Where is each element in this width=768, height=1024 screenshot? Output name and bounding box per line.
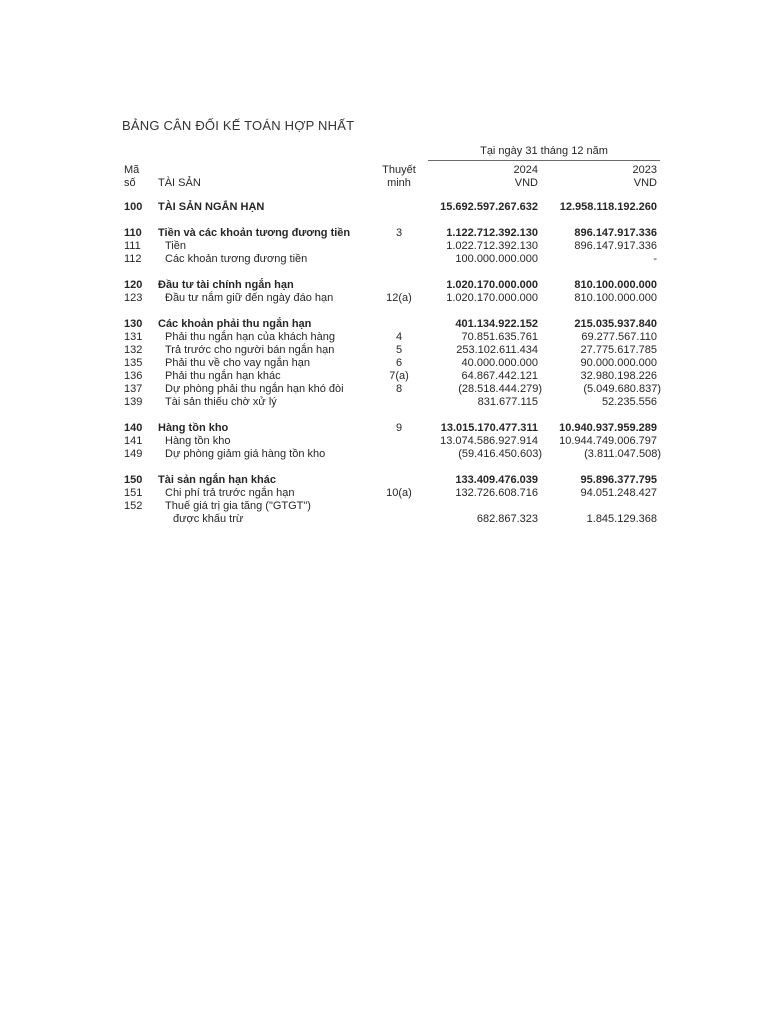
- row-code: 135: [124, 356, 143, 369]
- header-note-line2: minh: [387, 176, 411, 189]
- balance-row: [0, 357, 768, 370]
- row-code: 150: [124, 473, 143, 486]
- header-code-line2: số: [124, 176, 136, 189]
- balance-row: [0, 253, 768, 266]
- row-value-2023: (5.049.680.837): [583, 382, 661, 395]
- header-currency-current: VND: [514, 176, 538, 189]
- row-code: 130: [124, 317, 143, 330]
- row-code: 110: [124, 226, 142, 239]
- balance-row: [0, 396, 768, 409]
- row-value-2024: 133.409.476.039: [455, 473, 538, 486]
- row-value-2024: 1.020.170.000.000: [446, 291, 538, 304]
- row-note: 5: [395, 343, 403, 356]
- row-value-2024: 682.867.323: [476, 512, 538, 525]
- row-value-2023: 27.775.617.785: [580, 343, 657, 356]
- row-value-2024: 64.867.442.121: [461, 369, 538, 382]
- row-value-2023: 896.147.917.336: [574, 226, 657, 239]
- row-label: Đầu tư tài chính ngắn hạn: [158, 278, 294, 291]
- balance-row: [0, 201, 768, 214]
- row-value-2024: 401.134.922.152: [455, 317, 538, 330]
- row-value-2023: -: [653, 252, 657, 265]
- balance-row: [0, 240, 768, 253]
- row-label: Phải thu về cho vay ngắn hạn: [165, 356, 310, 369]
- row-label: Tiền và các khoản tương đương tiền: [158, 226, 351, 239]
- row-value-2023: 32.980.198.226: [580, 369, 657, 382]
- row-label: Tài sản thiếu chờ xử lý: [165, 395, 277, 408]
- row-code: 111: [124, 239, 141, 252]
- row-value-2024: 132.726.608.716: [455, 486, 538, 499]
- row-label: Thuế giá trị gia tăng ("GTGT"): [165, 499, 311, 512]
- row-note: 12(a): [386, 291, 412, 304]
- row-code: 136: [124, 369, 143, 382]
- row-value-2024: 40.000.000.000: [461, 356, 538, 369]
- balance-row: [0, 500, 768, 513]
- row-label: Hàng tồn kho: [158, 421, 229, 434]
- document-title: BẢNG CÂN ĐỐI KẾ TOÁN HỢP NHẤT: [122, 118, 355, 133]
- header-code-line1: Mã: [124, 163, 140, 176]
- row-value-2024: 1.022.712.392.130: [446, 239, 538, 252]
- row-value-2024: 100.000.000.000: [455, 252, 538, 265]
- row-value-2023: 90.000.000.000: [580, 356, 657, 369]
- balance-section: [0, 474, 768, 526]
- balance-row: [0, 435, 768, 448]
- row-label: Tài sản ngắn hạn khác: [158, 473, 276, 486]
- row-value-2023: 10.944.749.006.797: [559, 434, 657, 447]
- row-value-2023: 12.958.118.192.260: [559, 200, 657, 213]
- balance-row: [0, 292, 768, 305]
- row-code: 137: [124, 382, 143, 395]
- row-label: Phải thu ngắn hạn của khách hàng: [165, 330, 336, 343]
- row-code: 152: [124, 499, 143, 512]
- row-value-2023: 94.051.248.427: [580, 486, 657, 499]
- row-code: 123: [124, 291, 143, 304]
- balance-row: [0, 422, 768, 435]
- row-value-2023: 896.147.917.336: [574, 239, 657, 252]
- row-label: Phải thu ngắn hạn khác: [165, 369, 281, 382]
- row-label: TÀI SẢN NGẮN HẠN: [158, 200, 265, 213]
- row-code: 139: [124, 395, 143, 408]
- row-label: Chi phí trả trước ngắn hạn: [165, 486, 295, 499]
- row-value-2023: 52.235.556: [601, 395, 657, 408]
- row-label: Trả trước cho người bán ngắn hạn: [165, 343, 335, 356]
- balance-row: [0, 279, 768, 292]
- row-value-2023: 10.940.937.959.289: [559, 421, 657, 434]
- row-value-2023: 95.896.377.795: [580, 473, 657, 486]
- header-note-line1: Thuyết: [382, 163, 416, 176]
- balance-section: [0, 318, 768, 409]
- balance-row: [0, 227, 768, 240]
- row-value-2024: 1.122.712.392.130: [446, 226, 538, 239]
- row-code: 120: [124, 278, 143, 291]
- row-code: 131: [124, 330, 143, 343]
- row-value-2023: 1.845.129.368: [586, 512, 657, 525]
- row-value-2023: (3.811.047.508): [584, 447, 661, 460]
- row-note: 8: [395, 382, 403, 395]
- balance-row: [0, 370, 768, 383]
- row-label: Các khoản tương đương tiền: [165, 252, 308, 265]
- row-value-2023: 69.277.567.110: [581, 330, 657, 343]
- row-label: Tiền: [165, 239, 186, 252]
- row-value-2024: 70.851.635.761: [461, 330, 538, 343]
- row-code: 151: [124, 486, 143, 499]
- balance-row-continuation: [0, 513, 768, 526]
- row-value-2024: 253.102.611.434: [456, 343, 538, 356]
- row-value-2024: 15.692.597.267.632: [440, 200, 538, 213]
- row-label: Dự phòng giảm giá hàng tồn kho: [165, 447, 326, 460]
- balance-row: [0, 474, 768, 487]
- row-value-2024: 13.015.170.477.311: [440, 421, 538, 434]
- row-value-2024: 13.074.586.927.914: [440, 434, 538, 447]
- header-year-current: 2024: [513, 163, 538, 176]
- balance-row: [0, 331, 768, 344]
- row-note: 7(a): [389, 369, 409, 382]
- balance-row: [0, 344, 768, 357]
- row-note: 9: [395, 421, 403, 434]
- row-label: Dự phòng phải thu ngắn hạn khó đòi: [165, 382, 344, 395]
- row-value-2023: 810.100.000.000: [574, 278, 657, 291]
- row-code: 140: [124, 421, 143, 434]
- row-code: 100: [124, 200, 143, 213]
- balance-row: [0, 487, 768, 500]
- row-note: 4: [395, 330, 403, 343]
- row-code: 112: [124, 252, 142, 265]
- balance-section: [0, 422, 768, 461]
- row-value-2024: 1.020.170.000.000: [446, 278, 538, 291]
- row-label: Hàng tồn kho: [165, 434, 231, 447]
- period-header: Tại ngày 31 tháng 12 năm: [480, 145, 608, 157]
- row-value-2024: 831.677.115: [477, 395, 538, 408]
- balance-row: [0, 383, 768, 396]
- header-year-prior: 2023: [632, 163, 657, 176]
- row-value-2024: (28.518.444.279): [458, 382, 542, 395]
- balance-sheet-body: [0, 201, 768, 526]
- row-label: Đầu tư nắm giữ đến ngày đáo hạn: [165, 291, 334, 304]
- balance-row: [0, 318, 768, 331]
- row-value-2023: 215.035.937.840: [574, 317, 657, 330]
- row-label-continuation: được khấu trừ: [173, 512, 244, 525]
- balance-section: [0, 227, 768, 266]
- row-label: Các khoản phải thu ngắn hạn: [158, 317, 312, 330]
- balance-section: [0, 201, 768, 214]
- period-header-rule: [428, 160, 660, 161]
- balance-section: [0, 279, 768, 305]
- row-value-2024: (59.416.450.603): [458, 447, 542, 460]
- header-currency-prior: VND: [633, 176, 657, 189]
- row-code: 141: [124, 434, 143, 447]
- row-note: 6: [395, 356, 403, 369]
- header-item: TÀI SẢN: [158, 176, 201, 189]
- row-note: 10(a): [386, 486, 412, 499]
- row-code: 132: [124, 343, 143, 356]
- row-value-2023: 810.100.000.000: [574, 291, 657, 304]
- row-note: 3: [395, 226, 403, 239]
- balance-row: [0, 448, 768, 461]
- row-code: 149: [124, 447, 143, 460]
